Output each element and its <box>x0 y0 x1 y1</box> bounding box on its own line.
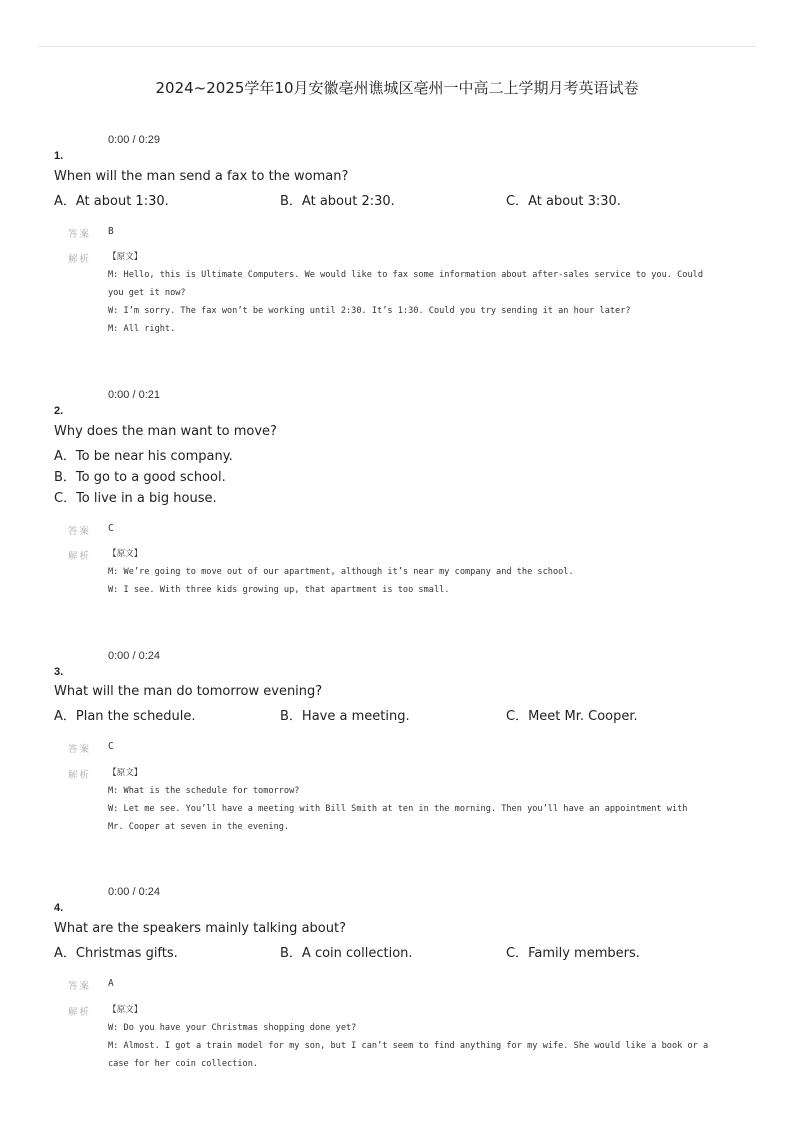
question-stem: What are the speakers mainly talking about? <box>54 921 346 936</box>
explanation-line: 【原文】 <box>108 768 143 778</box>
answer-value: A <box>108 978 114 989</box>
top-divider <box>38 46 756 47</box>
option-c: C．To live in a big house. <box>54 491 217 506</box>
answer-label: 答案 <box>68 981 92 992</box>
option-b: B．A coin collection. <box>280 946 413 961</box>
question-number: 2. <box>54 405 64 417</box>
explanation <box>108 545 728 599</box>
option-c: C．Meet Mr. Cooper. <box>506 709 638 724</box>
analysis-label: 解析 <box>68 1007 92 1018</box>
answer-value: C <box>108 523 114 534</box>
question-stem: What will the man do tomorrow evening? <box>54 684 323 699</box>
answer-label: 答案 <box>68 744 92 755</box>
explanation-line: you get it now? <box>108 288 186 298</box>
explanation <box>108 764 728 836</box>
audio-time[interactable]: 0:00 / 0:24 <box>108 886 160 898</box>
explanation-line: 【原文】 <box>108 549 143 559</box>
option-c: C．Family members. <box>506 946 640 961</box>
page-title: 2024~2025学年10月安徽亳州谯城区亳州一中高二上学期月考英语试卷 <box>155 79 639 97</box>
answer-label: 答案 <box>68 526 92 537</box>
explanation-line: M: All right. <box>108 324 176 334</box>
analysis-label: 解析 <box>68 551 92 562</box>
explanation-line: W: Let me see. You’ll have a meeting with Bill Smith at ten in the morning. Then you’ll have an appointment with <box>108 804 688 814</box>
option-a: A．At about 1:30. <box>54 194 169 209</box>
answer-value: C <box>108 741 114 752</box>
explanation-line: case for her coin collection. <box>108 1059 259 1069</box>
option-a: A．To be near his company. <box>54 449 233 464</box>
answer-label: 答案 <box>68 229 92 240</box>
explanation <box>108 248 728 338</box>
question-number: 1. <box>54 150 64 162</box>
explanation-line: M: We’re going to move out of our apartment, although it’s near my company and the school. <box>108 567 574 577</box>
explanation-line: W: Do you have your Christmas shopping done yet? <box>108 1023 357 1033</box>
answer-value: B <box>108 226 114 237</box>
analysis-label: 解析 <box>68 254 92 265</box>
explanation-line: W: I see. With three kids growing up, that apartment is too small. <box>108 585 450 595</box>
option-b: B．To go to a good school. <box>54 470 226 485</box>
option-a: A．Plan the schedule. <box>54 709 196 724</box>
explanation-line: Mr. Cooper at seven in the evening. <box>108 822 290 832</box>
question-stem: Why does the man want to move? <box>54 424 277 439</box>
audio-time[interactable]: 0:00 / 0:24 <box>108 650 160 662</box>
option-a: A．Christmas gifts. <box>54 946 178 961</box>
explanation-line: W: I’m sorry. The fax won’t be working until 2:30. It’s 1:30. Could you try sending it an hour later? <box>108 306 631 316</box>
explanation-line: M: Hello, this is Ultimate Computers. We would like to fax some information about after-sales service to you. Could <box>108 270 703 280</box>
option-c: C．At about 3:30. <box>506 194 621 209</box>
audio-time[interactable]: 0:00 / 0:21 <box>108 389 160 401</box>
question-stem: When will the man send a fax to the woman? <box>54 169 349 184</box>
audio-time[interactable]: 0:00 / 0:29 <box>108 134 160 146</box>
question-number: 3. <box>54 666 64 678</box>
explanation-line: M: What is the schedule for tomorrow? <box>108 786 300 796</box>
question-number: 4. <box>54 902 64 914</box>
option-b: B．Have a meeting. <box>280 709 410 724</box>
explanation-line: 【原文】 <box>108 1005 143 1015</box>
option-b: B．At about 2:30. <box>280 194 395 209</box>
explanation <box>108 1001 728 1073</box>
explanation-line: 【原文】 <box>108 252 143 262</box>
analysis-label: 解析 <box>68 770 92 781</box>
explanation-line: M: Almost. I got a train model for my son, but I can’t seem to find anything for my wife. She would like a book or a <box>108 1041 709 1051</box>
